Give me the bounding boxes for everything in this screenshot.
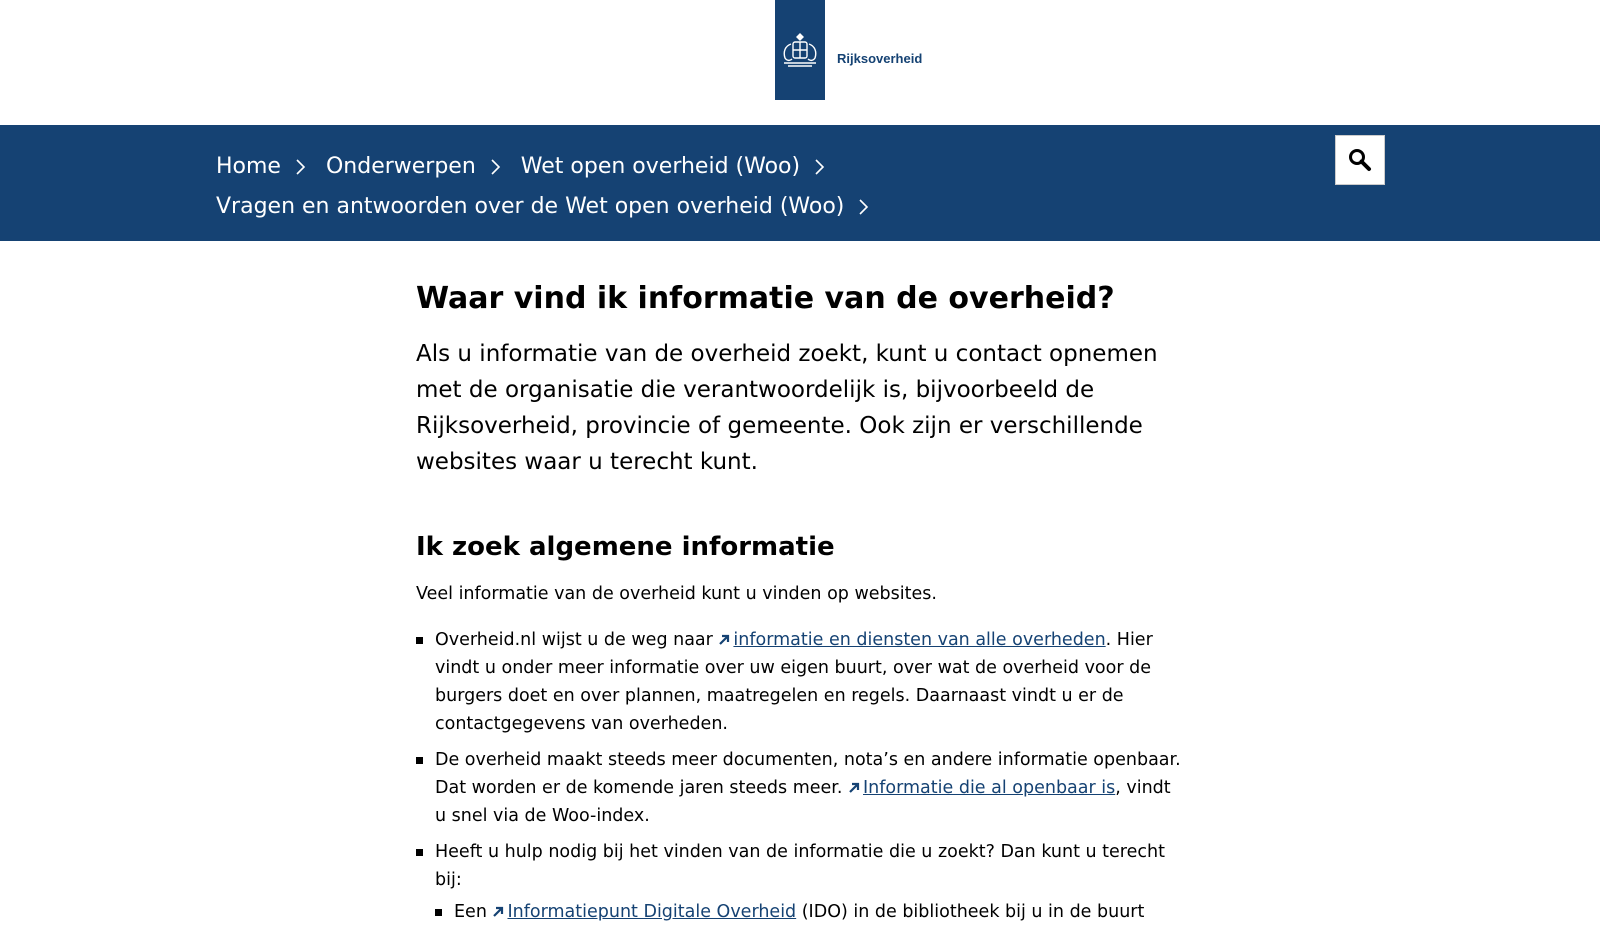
list-item [416,838,1186,926]
external-link[interactable] [848,778,1115,798]
external-link-arrow-icon [848,782,860,794]
site-header [0,0,1600,125]
breadcrumb-item-vragen [216,187,872,227]
external-link[interactable] [492,902,796,922]
breadcrumb-link[interactable]: Wet open overheid (Woo) [520,154,801,179]
external-link-arrow-icon [718,634,730,646]
sub-list [435,898,1186,926]
list-item-text: Een [454,902,493,922]
list-item-text: Overheid.nl wijst u de weg naar [435,630,719,650]
breadcrumb-bar [0,125,1600,241]
breadcrumb-link[interactable]: Vragen en antwoorden over de Wet open overheid (Woo) [216,194,845,219]
list-item-text: De overheid maakt steeds meer documenten, nota’s en andere informatie openbaar. Dat worden er de komende jaren steeds meer. [435,750,1181,798]
breadcrumb-link[interactable]: Home [216,154,281,179]
breadcrumb-item-onderwerpen [326,147,504,187]
breadcrumb-item-woo [521,147,828,187]
breadcrumb-item-home [216,147,309,187]
external-link[interactable] [718,630,1105,650]
chevron-right-icon [810,158,828,176]
main-content [416,280,1186,934]
search-button[interactable] [1335,135,1385,185]
list-item-text: (IDO) in de bibliotheek bij u in de buurt [796,902,1145,922]
section-title: Ik zoek algemene informatie [416,532,835,562]
list-item-text: , vindt u snel via de Woo-index. [435,778,1171,826]
external-link-arrow-icon [492,906,504,918]
list-item-text: . Hier vindt u onder meer informatie over uw eigen buurt, over wat de overheid voor de burgers doet en over plannen, maatregelen en regels. Daarnaast vindt u er de contactgegevens van overheden. [435,630,1153,734]
list-item-text: Heeft u hulp nodig bij het vinden van de informatie die u zoekt? Dan kunt u terecht bij: [435,842,1165,890]
link-label: Informatiepunt Digitale Overheid [507,902,797,922]
list-item [416,626,1186,738]
search-icon [1348,148,1372,172]
info-list [416,626,1186,926]
breadcrumb [216,147,1236,227]
logo-text: Rijksoverheid [837,51,923,66]
list-item [416,746,1186,830]
coat-of-arms-icon [778,30,822,70]
page-title: Waar vind ik informatie van de overheid? [416,281,1115,316]
breadcrumb-link[interactable]: Onderwerpen [325,154,476,179]
chevron-right-icon [291,158,309,176]
chevron-right-icon [854,198,872,216]
intro-paragraph: Veel informatie van de overheid kunt u vinden op websites. [416,584,937,604]
link-label: informatie en diensten van alle overheden [733,630,1106,650]
link-label: Informatie die al openbaar is [863,778,1116,798]
logo[interactable] [775,0,825,100]
lead-paragraph: Als u informatie van de overheid zoekt, kunt u contact opnemen met de organisatie die verantwoordelijk is, bijvoorbeeld de Rijksoverheid, provincie of gemeente. Ook zijn er verschillende websites waar u terecht kunt. [416,341,1158,475]
sub-list-item [435,898,1186,926]
chevron-right-icon [486,158,504,176]
